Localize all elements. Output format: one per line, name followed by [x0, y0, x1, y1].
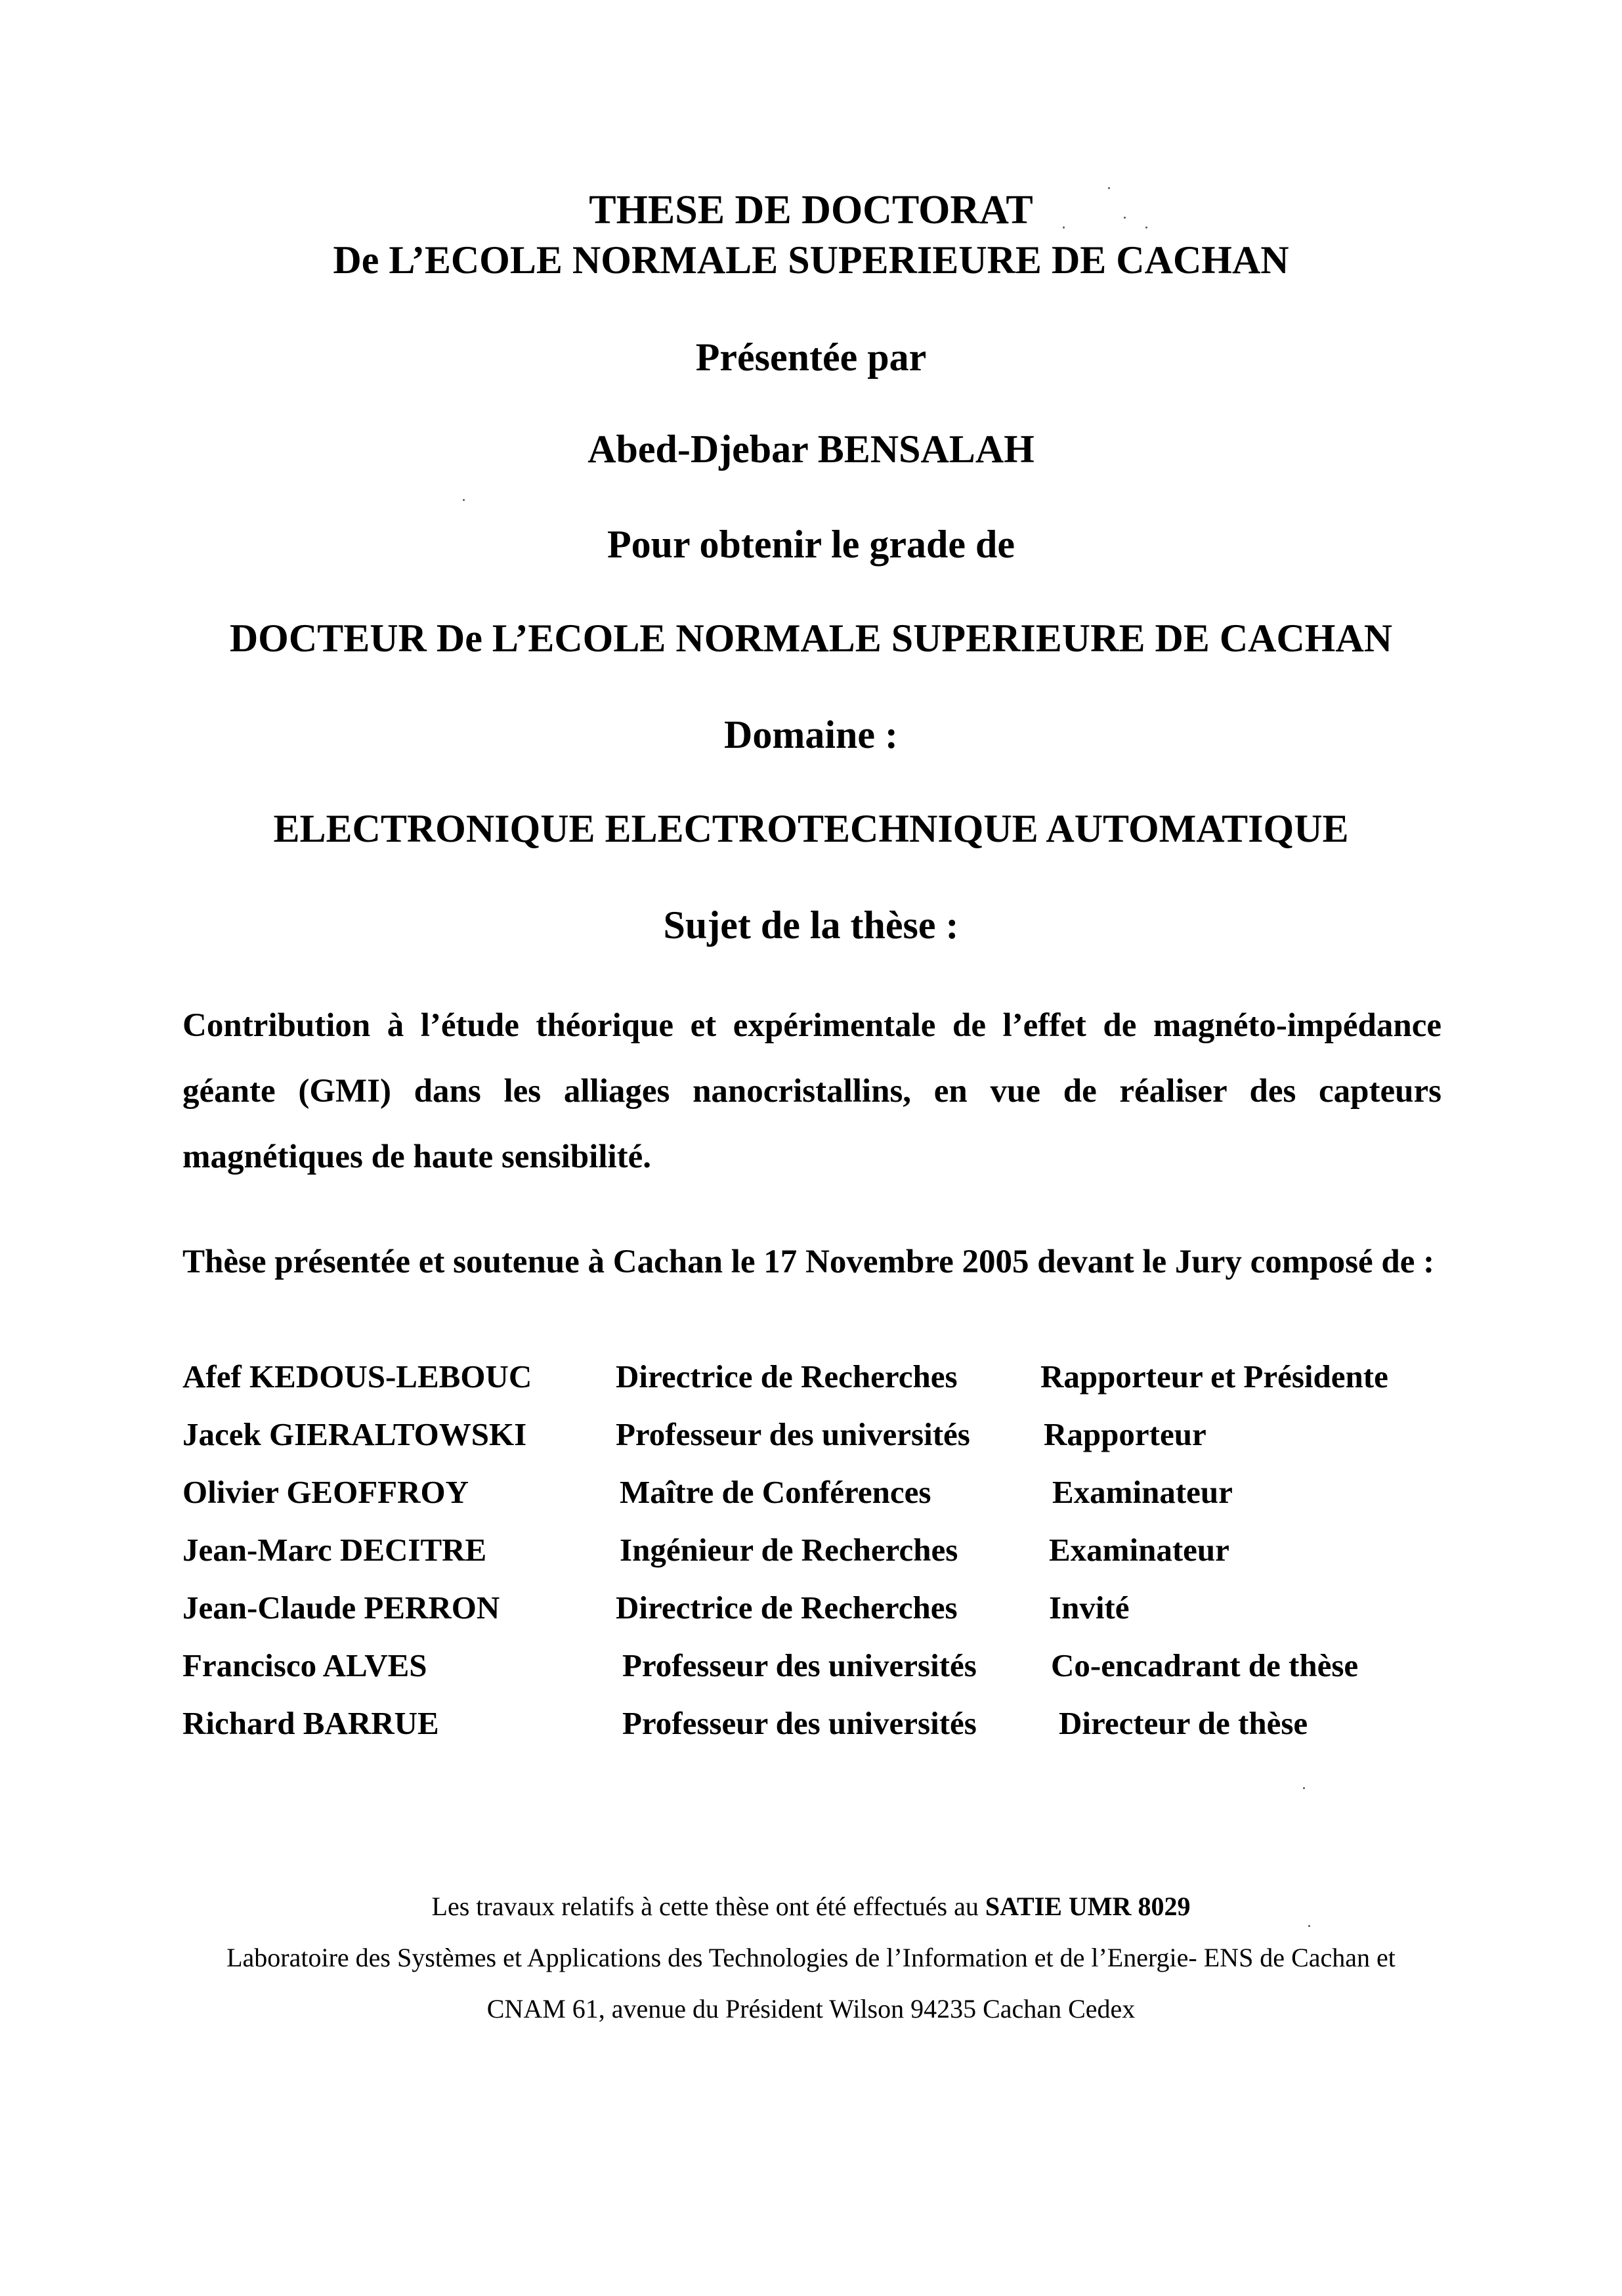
jury-member-role: Examinateur [1049, 1532, 1229, 1568]
footer-lab-name: SATIE UMR 8029 [985, 1892, 1191, 1921]
jury-member-title: Directrice de Recherches [616, 1358, 958, 1395]
footer-lab-line [0, 1891, 1622, 1922]
jury-row [182, 1704, 1456, 1762]
jury-member-title: Ingénieur de Recherches [620, 1532, 958, 1568]
jury-row [182, 1531, 1456, 1589]
footer-address: CNAM 61, avenue du Président Wilson 94235 Cachan Cedex [486, 1994, 1136, 2024]
footer-lab-prefix: Les travaux relatifs à cette thèse ont été effectués au [431, 1892, 979, 1921]
footer-lab-full-name: Laboratoire des Systèmes et Applications des Technologies de l’Information et de l’Energie- ENS de Cachan et [226, 1943, 1396, 1972]
author-name: Abed-Djebar BENSALAH [587, 427, 1035, 471]
defense-statement: Thèse présentée et soutenue à Cachan le 17 Novembre 2005 devant le Jury composé de : [182, 1244, 1435, 1280]
scan-speck [1303, 1787, 1305, 1789]
jury-member-name: Richard BARRUE [182, 1705, 439, 1741]
scan-speck [1108, 187, 1110, 189]
presented-by-label: Présentée par [695, 336, 927, 379]
jury-member-title: Professeur des universités [622, 1647, 977, 1683]
degree-title: DOCTEUR De L’ECOLE NORMALE SUPERIEURE DE CACHAN [229, 617, 1393, 660]
scan-speck [1063, 227, 1065, 228]
jury-member-name: Olivier GEOFFROY [182, 1474, 469, 1510]
jury-member-role: Co-encadrant de thèse [1051, 1647, 1359, 1683]
jury-member-title: Maître de Conférences [620, 1474, 931, 1510]
jury-table [182, 1358, 1456, 1762]
jury-member-name: Afef KEDOUS-LEBOUC [182, 1358, 532, 1395]
degree-label: Pour obtenir le grade de [607, 523, 1015, 566]
subject-text: Contribution à l’étude théorique et expérimentale de l’effet de magnéto-impédance géante (GMI) dans les alliages nanocristallins, en vue de réaliser des capteurs magnétiques de haute sensibilité. [182, 1007, 1441, 1175]
domain-value: ELECTRONIQUE ELECTROTECHNIQUE AUTOMATIQUE [273, 807, 1349, 850]
scan-speck [1308, 1925, 1310, 1927]
jury-member-role: Examinateur [1052, 1474, 1233, 1510]
institution-line: De L’ECOLE NORMALE SUPERIEURE DE CACHAN [333, 238, 1289, 282]
jury-member-role: Rapporteur [1044, 1416, 1206, 1452]
document-title: THESE DE DOCTORAT [589, 188, 1033, 232]
scan-speck [463, 499, 465, 501]
jury-member-name: Jacek GIERALTOWSKI [182, 1416, 527, 1452]
jury-row [182, 1589, 1456, 1647]
jury-member-role: Invité [1049, 1590, 1130, 1626]
scan-speck [1124, 217, 1126, 219]
jury-member-name: Jean-Claude PERRON [182, 1590, 500, 1626]
jury-member-title: Professeur des universités [616, 1416, 970, 1452]
domain-label: Domaine : [724, 713, 898, 756]
jury-member-role: Rapporteur et Présidente [1040, 1358, 1388, 1395]
jury-row [182, 1358, 1456, 1416]
jury-member-role: Directeur de thèse [1059, 1705, 1308, 1741]
jury-member-title: Professeur des universités [622, 1705, 977, 1741]
jury-member-title: Directrice de Recherches [616, 1590, 958, 1626]
subject-label: Sujet de la thèse : [663, 903, 959, 947]
jury-member-name: Francisco ALVES [182, 1647, 427, 1683]
scan-speck [1145, 227, 1147, 228]
jury-member-name: Jean-Marc DECITRE [182, 1532, 487, 1568]
jury-row [182, 1416, 1456, 1473]
jury-row [182, 1473, 1456, 1531]
jury-row [182, 1647, 1456, 1704]
